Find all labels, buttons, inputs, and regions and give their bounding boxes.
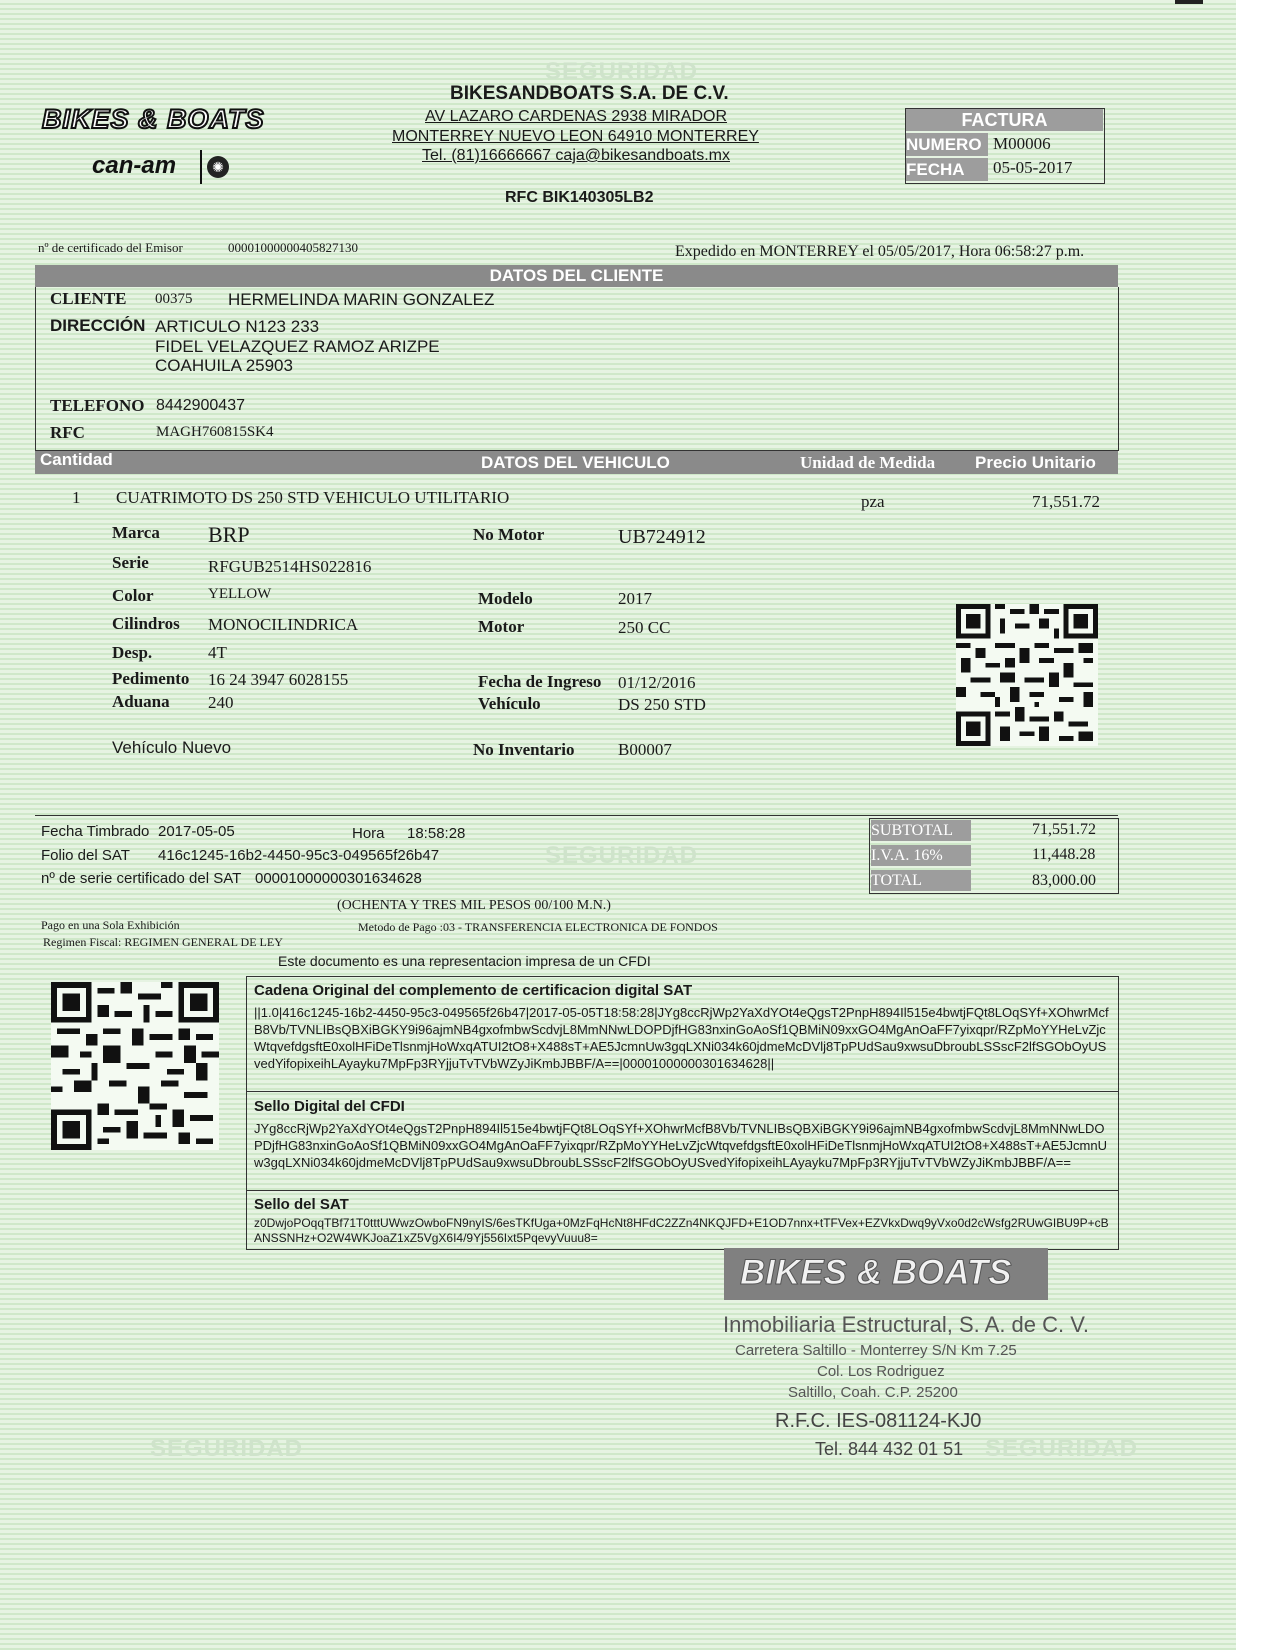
motor-label: Motor: [478, 617, 525, 636]
cliente-section-title: DATOS DEL CLIENTE: [489, 266, 664, 285]
vehiculo-label: Vehículo: [478, 694, 541, 713]
telefono-value: 8442900437: [156, 397, 245, 414]
timbrado-hora: 18:58:28: [407, 825, 466, 842]
stamp-tel: Tel. 844 432 01 51: [815, 1439, 964, 1459]
item-unidad: pza: [861, 492, 885, 511]
direccion-line-3: COAHUILA 25903: [155, 356, 293, 375]
serie-label: Serie: [112, 553, 149, 572]
rfc-value: MAGH760815SK4: [156, 424, 274, 440]
company-rfc: RFC BIK140305LB2: [505, 189, 654, 206]
cliente-section-header: [35, 265, 1118, 287]
cilindros-label: Cilindros: [112, 614, 180, 633]
factura-numero: M00006: [993, 134, 1051, 153]
total-label: TOTAL: [871, 870, 971, 891]
qr-code-cfdi: [51, 982, 219, 1150]
pago-metodo: Metodo de Pago :03 - TRANSFERENCIA ELECTRONICA DE FONDOS: [358, 920, 718, 934]
item-descripcion: CUATRIMOTO DS 250 STD VEHICULO UTILITARIO: [116, 488, 510, 507]
stamp-line-1: Carretera Saltillo - Monterrey S/N Km 7.25: [735, 1342, 1017, 1359]
cliente-name: HERMELINDA MARIN GONZALEZ: [228, 290, 495, 309]
subtotal-label: SUBTOTAL: [871, 820, 971, 841]
item-precio: 71,551.72: [1032, 492, 1100, 511]
items-header-vehiculo: DATOS DEL VEHICULO: [481, 453, 670, 472]
company-address-2: MONTERREY NUEVO LEON 64910 MONTERREY: [392, 128, 759, 145]
folio-value: 416c1245-16b2-4450-95c3-049565f26b47: [158, 847, 440, 864]
items-header-unidad: Unidad de Medida: [800, 453, 936, 472]
iva-value: 11,448.28: [1032, 846, 1096, 863]
telefono-label: TELEFONO: [50, 396, 145, 415]
motor-value: 250 CC: [618, 618, 671, 637]
cadena-value: ||1.0|416c1245-16b2-4450-95c3-049565f26b47|2017-05-05T18:58:28|JYg8ccRjWp2YaXdYOt4eQgsT2PnpH894Il515e4bwtjFQt8LOqSYf+XOhwrMcfB8Vb/TVNLIBsQBXiBGKY9i96ajmNB4gxofmbwScdvjL8MmNNwLDOPDjfHG83nxinGoAoSf1QBMiN09xxGO4MgAnOaFF7yixqpr/RZpMoYYHeLvZjcWtqvefdgsftE0xolHFiDeTlsnmjHoWxqATUI2tO8+X488sT+AE5JcmnUw3gqLXNi034k60jdmeMcDVlj8TpPUdSau9xwsuDbroubLSSscF2lfSGObOyUSvedYifopixeihLAyayku7MpFp3RYjjuTvTVbWZyJiKmbJBBF/A==|00001000000301634628||: [254, 1005, 1109, 1071]
inventario-value: B00007: [618, 740, 672, 759]
stamp-company: Inmobiliaria Estructural, S. A. de C. V.: [723, 1312, 1090, 1337]
cliente-num: 00375: [155, 291, 193, 307]
color-value: YELLOW: [208, 586, 272, 602]
cfdi-divider: [246, 1091, 1119, 1092]
serie-value: RFGUB2514HS022816: [208, 557, 372, 576]
emisor-cert: 00001000000405827130: [228, 240, 358, 255]
subtotal-value: 71,551.72: [1032, 821, 1096, 838]
direccion-line-2: FIDEL VELAZQUEZ RAMOZ ARIZPE: [155, 337, 440, 356]
sello-cfdi-value: JYg8ccRjWp2YaXdYOt4eQgsT2PnpH894Il515e4bwtjFQt8LOqSYf+XOhwrMcfB8Vb/TVNLIBsQBXiBGKY9i96ajmNB4gxofmbwScdvjL8MmNNwLDOPDjfHG83nxinGoAoSf1QBMiN09xxGO4MgAnOaFF7yixqpr/RZpMoYYHeLvZjcWtqvefdgsftE0xolHFiDeTlsnmjHoWxqATUI2tO8+X488sT+AE5JcmnUw3gqLXNi034k60jdmeMcDVlj8TpPUdSau9xwsuDbroubLSSscF2lfSGObOyUSvedYifopixeihLAyayku7MpFp3RYjjuTvTVbWZyJiKmbJBBF/A==: [254, 1121, 1107, 1170]
watermark-text: SEGURIDAD: [985, 1435, 1139, 1462]
color-label: Color: [112, 586, 154, 605]
direccion-label: DIRECCIÓN: [50, 316, 146, 335]
aduana-label: Aduana: [112, 692, 170, 711]
aduana-value: 240: [208, 693, 234, 712]
desp-value: 4T: [208, 643, 227, 662]
pedimento-label: Pedimento: [112, 669, 190, 688]
marca-label: Marca: [112, 523, 160, 542]
stamp-line-3: Saltillo, Coah. C.P. 25200: [788, 1384, 958, 1401]
sat-serie-label: nº de serie certificado del SAT: [41, 870, 242, 887]
cfdi-leyenda: Este documento es una representacion impresa de un CFDI: [278, 953, 651, 969]
cfdi-divider: [246, 1190, 1119, 1191]
folio-label: Folio del SAT: [41, 847, 130, 864]
company-name: BIKESANDBOATS S.A. DE C.V.: [450, 83, 729, 104]
nomotor-value: UB724912: [618, 526, 706, 548]
fecha-ingreso-value: 01/12/2016: [618, 673, 696, 692]
factura-numero-label: NUMERO: [906, 133, 988, 156]
cadena-title: Cadena Original del complemento de certificacion digital SAT: [254, 982, 693, 999]
vehiculo-value: DS 250 STD: [618, 695, 706, 714]
canam-logo: can-am: [92, 152, 177, 179]
inventario-label: No Inventario: [473, 740, 575, 759]
factura-fecha: 05-05-2017: [993, 158, 1073, 177]
direccion-line-1: ARTICULO N123 233: [155, 317, 320, 336]
pedimento-value: 16 24 3947 6028155: [208, 670, 349, 689]
page-edge-mark: [1175, 0, 1203, 4]
marca-value: BRP: [208, 522, 250, 547]
sello-cfdi-title: Sello Digital del CFDI: [254, 1098, 405, 1115]
stamp-rfc: R.F.C. IES-081124-KJ0: [775, 1410, 982, 1432]
cliente-label: CLIENTE: [50, 289, 127, 308]
rfc-label: RFC: [50, 423, 85, 442]
nomotor-label: No Motor: [473, 525, 545, 544]
watermark-text: SEGURIDAD: [150, 1435, 304, 1462]
desp-label: Desp.: [112, 643, 153, 662]
timbrado-fecha-label: Fecha Timbrado: [41, 823, 150, 840]
emisor-cert-label: nº de certificado del Emisor: [38, 240, 183, 255]
vehiculo-nuevo: Vehículo Nuevo: [112, 738, 232, 757]
brand-logo: BIKES & BOATS: [42, 104, 265, 134]
items-header-cantidad: Cantidad: [40, 450, 113, 469]
fecha-ingreso-label: Fecha de Ingreso: [478, 672, 602, 691]
item-cantidad: 1: [72, 488, 81, 507]
iva-label: I.V.A. 16%: [871, 845, 971, 866]
sat-serie-value: 00001000000301634628: [255, 870, 422, 887]
total-letra: (OCHENTA Y TRES MIL PESOS 00/100 M.N.): [337, 898, 611, 913]
factura-title: FACTURA: [906, 109, 1103, 131]
regimen-fiscal: Regimen Fiscal: REGIMEN GENERAL DE LEY: [43, 935, 283, 949]
stamp-logo: BIKES & BOATS: [740, 1253, 1012, 1292]
sello-sat-title: Sello del SAT: [254, 1196, 349, 1213]
modelo-label: Modelo: [478, 589, 533, 608]
company-address-1: AV LAZARO CARDENAS 2938 MIRADOR: [425, 108, 728, 125]
pago-forma: Pago en una Sola Exhibición: [41, 918, 180, 932]
expedido-text: Expedido en MONTERREY el 05/05/2017, Hora 06:58:27 p.m.: [675, 243, 1085, 260]
qr-code: [956, 604, 1098, 746]
watermark-text: SEGURIDAD: [545, 842, 699, 869]
divider-line: [35, 815, 1118, 816]
cilindros-value: MONOCILINDRICA: [208, 615, 359, 634]
timbrado-fecha: 2017-05-05: [158, 823, 235, 840]
sello-sat-value: z0DwjoPOqqTBf71T0tttUWwzOwboFN9nyIS/6esTKfUga+0MzFqHcNt8HFdC2ZZn4NKQJFD+E1OD7nnx+tTFVex+EZVkxDwq9yVxo0d2cWsfg2RUwGIBU9P+cBANSSNHz+O2W4WKJoaZ1xZ5VgX6I4/9Yj556Ixt5PqevyVuuu8=: [254, 1216, 1109, 1245]
timbrado-hora-label: Hora: [352, 825, 385, 842]
total-value: 83,000.00: [1032, 872, 1096, 889]
items-header-precio: Precio Unitario: [975, 453, 1096, 472]
watermark-text: SEGURIDAD: [545, 58, 699, 85]
factura-fecha-label: FECHA: [906, 158, 988, 181]
globe-icon: ✺: [207, 156, 229, 178]
company-contact: Tel. (81)16666667 caja@bikesandboats.mx: [422, 147, 730, 164]
canam-divider: [200, 150, 202, 184]
modelo-value: 2017: [618, 589, 652, 608]
stamp-line-2: Col. Los Rodriguez: [817, 1363, 945, 1380]
